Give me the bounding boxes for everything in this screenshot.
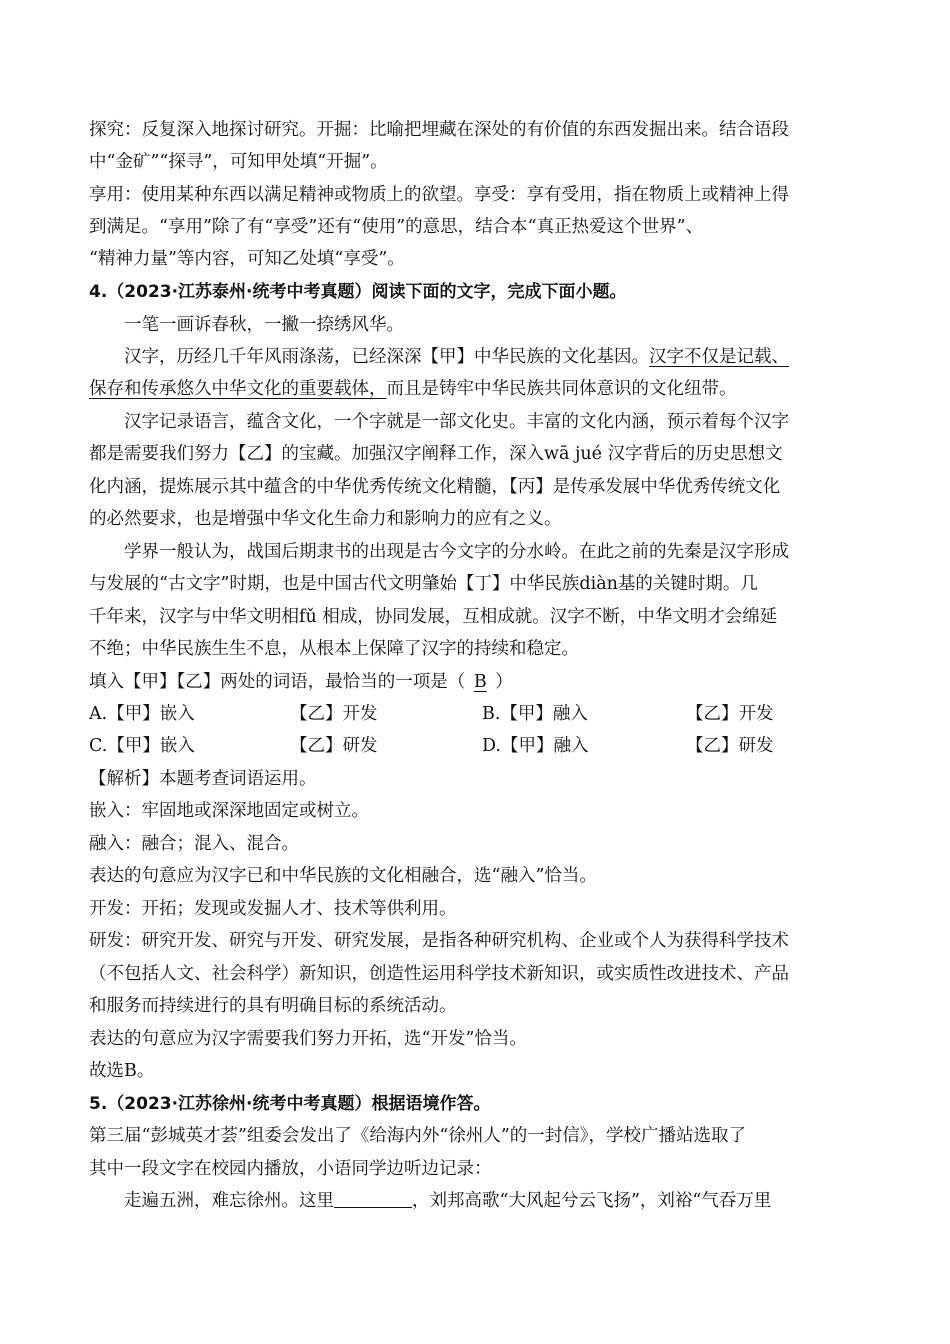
passage-paragraph-3-line-3: 化内涵，提炼展示其中蕴含的中华优秀传统文化精髓，【丙】是传承发展中华优秀传统文化 xyxy=(89,477,781,497)
option-row-ab xyxy=(0,703,950,725)
prev-line-2: 中“金矿”“探寻”，可知甲处填“开掘”。 xyxy=(89,152,388,172)
q5-line-3 xyxy=(124,1190,771,1212)
question-4-heading: 4.（2023·江苏泰州·统考中考真题）阅读下面的文字，完成下面小题。 xyxy=(89,282,627,302)
question-stem xyxy=(89,671,513,693)
prev-line-5: “精神力量”等内容，可知乙处填“享受”。 xyxy=(89,249,405,269)
prev-line-1: 探究：反复深入地探讨研究。开掘：比喻把埋藏在深处的有价值的东西发掘出来。结合语段 xyxy=(89,120,789,140)
option-b-jia[interactable]: B.【甲】融入 xyxy=(482,704,588,724)
q5-text: ，刘邦高歌“大风起兮云飞扬”，刘裕“气吞万里 xyxy=(412,1191,772,1211)
analysis-line-1: 【解析】本题考查词语运用。 xyxy=(89,769,317,789)
option-row-cd xyxy=(0,735,950,757)
analysis-line-2: 嵌入：牢固地或深深地固定或树立。 xyxy=(89,801,369,821)
analysis-line-3: 融入：融合；混入、混合。 xyxy=(89,834,299,854)
passage-text: 而且是铸牢中华民族共同体意识的文化纽带。 xyxy=(386,379,737,399)
passage-paragraph-4-line-2: 与发展的“古文字”时期，也是中国古代文明肇始【丁】中华民族diàn基的关键时期。几 xyxy=(89,574,758,594)
analysis-line-7: （不包括人文、社会科学）新知识，创造性运用科学技术新知识，或实质性改进技术、产品 xyxy=(89,964,789,984)
passage-paragraph-2-line-2 xyxy=(89,378,737,400)
option-c-jia[interactable]: C.【甲】嵌入 xyxy=(89,736,195,756)
passage-paragraph-3-line-1: 汉字记录语言，蕴含文化，一个字就是一部文化史。丰富的文化内涵，预示着每个汉字 xyxy=(124,412,789,432)
option-d-yi: 【乙】研发 xyxy=(686,736,774,756)
analysis-line-10: 故选B。 xyxy=(89,1061,155,1081)
q5-text: 走遍五洲，难忘徐州。这里 xyxy=(124,1191,334,1211)
passage-paragraph-3-line-4: 的必然要求，也是增强中华文化生命力和影响力的应有之义。 xyxy=(89,509,562,529)
analysis-line-5: 开发：开拓；发现或发掘人才、技术等供利用。 xyxy=(89,899,457,919)
passage-paragraph-4-line-3: 千年来，汉字与中华文明相fǔ 相成，协同发展，互相成就。汉字不断，中华文明才会绵延 xyxy=(89,607,778,627)
passage-paragraph-1: 一笔一画诉春秋，一撇一捺绣风华。 xyxy=(124,315,404,335)
passage-paragraph-4-line-4: 不绝；中华民族生生不息，从根本上保障了汉字的持续和稳定。 xyxy=(89,639,579,659)
option-a-jia[interactable]: A.【甲】嵌入 xyxy=(89,704,195,724)
prev-line-4: 到满足。“享用”除了有“享受”还有“使用”的意思，结合本“真正热爱这个世界”、 xyxy=(89,217,704,237)
underlined-sentence: 保存和传承悠久中华文化的重要载体， xyxy=(89,379,387,399)
stem-text: 填入【甲】【乙】两处的词语，最恰当的一项是（ xyxy=(89,672,466,692)
prev-line-3: 享用：使用某种东西以满足精神或物质上的欲望。享受：享有受用，指在物质上或精神上得 xyxy=(89,185,789,205)
analysis-line-4: 表达的句意应为汉字已和中华民族的文化相融合，选“融入”恰当。 xyxy=(89,866,597,886)
q5-line-2: 其中一段文字在校园内播放，小语同学边听边记录： xyxy=(89,1159,492,1179)
passage-text: 汉字，历经几千年风雨涤荡，已经深深【甲】中华民族的文化基因。 xyxy=(124,347,649,367)
option-c-yi: 【乙】研发 xyxy=(290,736,378,756)
fill-in-blank[interactable] xyxy=(334,1191,412,1208)
answer-blank: B xyxy=(473,672,487,692)
question-5-heading: 5.（2023·江苏徐州·统考中考真题）根据语境作答。 xyxy=(89,1094,491,1114)
analysis-line-9: 表达的句意应为汉字需要我们努力开拓，选“开发”恰当。 xyxy=(89,1029,527,1049)
analysis-line-6: 研发：研究开发、研究与开发、研究发展，是指各种研究机构、企业或个人为获得科学技术 xyxy=(89,931,789,951)
option-b-yi: 【乙】开发 xyxy=(686,704,774,724)
analysis-line-8: 和服务而持续进行的具有明确目标的系统活动。 xyxy=(89,996,457,1016)
option-d-jia[interactable]: D.【甲】融入 xyxy=(482,736,589,756)
q5-line-1: 第三届“彭城英才荟”组委会发出了《给海内外“徐州人”的一封信》，学校广播站选取了 xyxy=(89,1126,747,1146)
underlined-sentence: 汉字不仅是记载、 xyxy=(649,347,789,367)
stem-close: ） xyxy=(495,672,513,692)
passage-paragraph-4-line-1: 学界一般认为，战国后期隶书的出现是古今文字的分水岭。在此之前的先秦是汉字形成 xyxy=(124,542,789,562)
passage-paragraph-2-line-1 xyxy=(124,346,789,368)
option-a-yi: 【乙】开发 xyxy=(290,704,378,724)
passage-paragraph-3-line-2: 都是需要我们努力【乙】的宝藏。加强汉字阐释工作，深入wā jué 汉字背后的历史思想文 xyxy=(89,444,783,464)
